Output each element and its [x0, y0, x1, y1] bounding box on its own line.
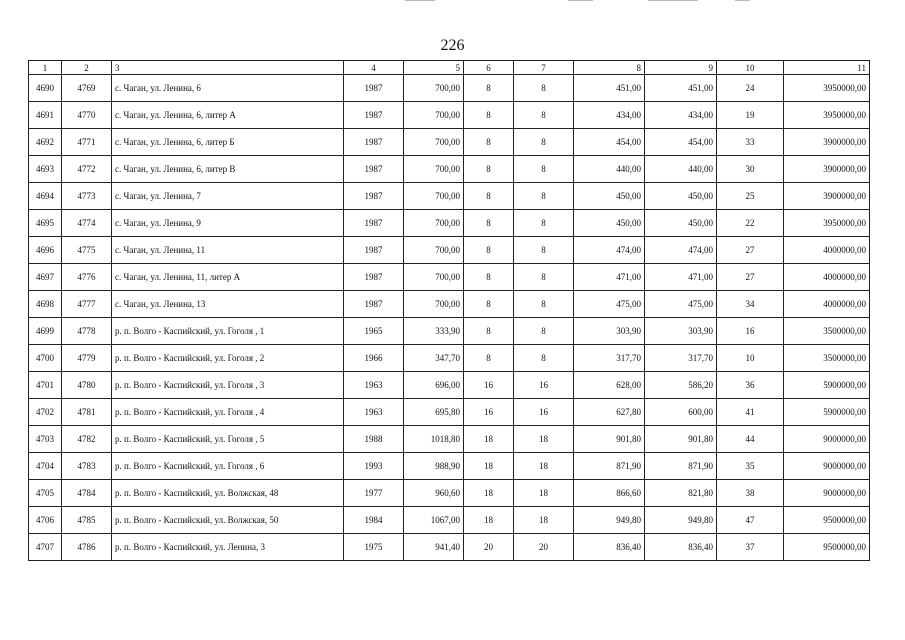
column-header: 4: [344, 61, 404, 75]
table-cell: с. Чаган, ул. Ленина, 6, литер А: [112, 102, 344, 129]
property-table: [28, 60, 870, 561]
table-cell: 4785: [62, 507, 112, 534]
table-row: [29, 156, 870, 183]
table-cell: с. Чаган, ул. Ленина, 7: [112, 183, 344, 210]
table-cell: 4783: [62, 453, 112, 480]
table-cell: 700,00: [404, 291, 464, 318]
table-cell: 450,00: [645, 210, 717, 237]
table-cell: 4697: [29, 264, 62, 291]
table-cell: 440,00: [574, 156, 645, 183]
page-number: 226: [440, 37, 465, 54]
table-cell: 8: [464, 237, 514, 264]
table-cell: 4706: [29, 507, 62, 534]
table-cell: 475,00: [574, 291, 645, 318]
table-cell: 4772: [62, 156, 112, 183]
table-cell: 18: [464, 453, 514, 480]
table-cell: 1987: [344, 291, 404, 318]
table-cell: 18: [464, 480, 514, 507]
table-cell: 4695: [29, 210, 62, 237]
table-cell: 1993: [344, 453, 404, 480]
table-cell: 474,00: [574, 237, 645, 264]
table-cell: р. п. Волго - Каспийский, ул. Гоголя , 6: [112, 453, 344, 480]
table-cell: 333,90: [404, 318, 464, 345]
table-cell: 700,00: [404, 75, 464, 102]
table-cell: с. Чаган, ул. Ленина, 6: [112, 75, 344, 102]
table-cell: 4699: [29, 318, 62, 345]
table-cell: 19: [717, 102, 784, 129]
table-cell: 16: [464, 372, 514, 399]
table-cell: 317,70: [645, 345, 717, 372]
table-cell: 9500000,00: [784, 507, 870, 534]
table-cell: 36: [717, 372, 784, 399]
scan-artifact: [648, 0, 698, 1]
table-cell: 600,00: [645, 399, 717, 426]
table-row: [29, 291, 870, 318]
table-cell: 941,40: [404, 534, 464, 561]
table-cell: 475,00: [645, 291, 717, 318]
scan-artifact: [568, 0, 593, 1]
table-cell: 628,00: [574, 372, 645, 399]
table-cell: 4693: [29, 156, 62, 183]
scan-artifact: [735, 0, 750, 1]
table-cell: 347,70: [404, 345, 464, 372]
table-cell: с. Чаган, ул. Ленина, 11: [112, 237, 344, 264]
table-cell: 30: [717, 156, 784, 183]
table-cell: 4696: [29, 237, 62, 264]
table-cell: 4000000,00: [784, 237, 870, 264]
table-cell: 1966: [344, 345, 404, 372]
table-cell: 18: [514, 453, 574, 480]
table-cell: 1963: [344, 372, 404, 399]
table-cell: 450,00: [645, 183, 717, 210]
table-cell: 836,40: [645, 534, 717, 561]
table-cell: 4780: [62, 372, 112, 399]
table-cell: 10: [717, 345, 784, 372]
table-cell: 4701: [29, 372, 62, 399]
table-cell: 8: [464, 129, 514, 156]
table-cell: 1987: [344, 210, 404, 237]
table-cell: 8: [514, 75, 574, 102]
table-cell: 434,00: [574, 102, 645, 129]
table-cell: 8: [514, 264, 574, 291]
table-cell: 34: [717, 291, 784, 318]
table-cell: 1067,00: [404, 507, 464, 534]
table-cell: 1018,80: [404, 426, 464, 453]
table-row: [29, 183, 870, 210]
table-cell: 8: [464, 156, 514, 183]
table-cell: с. Чаган, ул. Ленина, 6, литер Б: [112, 129, 344, 156]
table-cell: 24: [717, 75, 784, 102]
table-cell: 8: [464, 264, 514, 291]
table-cell: 1965: [344, 318, 404, 345]
table-cell: 4782: [62, 426, 112, 453]
table-cell: 700,00: [404, 237, 464, 264]
table-cell: 960,60: [404, 480, 464, 507]
column-header: 9: [645, 61, 717, 75]
table-cell: 4777: [62, 291, 112, 318]
table-cell: р. п. Волго - Каспийский, ул. Гоголя , 3: [112, 372, 344, 399]
table-row: [29, 507, 870, 534]
table-cell: 303,90: [645, 318, 717, 345]
table-cell: 4705: [29, 480, 62, 507]
table-cell: 37: [717, 534, 784, 561]
table-cell: 949,80: [574, 507, 645, 534]
table-cell: 821,80: [645, 480, 717, 507]
table-cell: 1963: [344, 399, 404, 426]
table-cell: 33: [717, 129, 784, 156]
table-cell: 8: [464, 210, 514, 237]
table-cell: 8: [514, 129, 574, 156]
table-cell: 4776: [62, 264, 112, 291]
table-cell: 696,00: [404, 372, 464, 399]
scan-artifact: [405, 0, 435, 1]
table-cell: 3500000,00: [784, 345, 870, 372]
table-cell: р. п. Волго - Каспийский, ул. Ленина, 3: [112, 534, 344, 561]
table-cell: 8: [464, 345, 514, 372]
table-cell: 454,00: [645, 129, 717, 156]
table-cell: 9000000,00: [784, 426, 870, 453]
header-row: [29, 61, 870, 75]
table-cell: 4774: [62, 210, 112, 237]
table-cell: 3950000,00: [784, 102, 870, 129]
table-cell: 35: [717, 453, 784, 480]
table-cell: 4000000,00: [784, 291, 870, 318]
table-cell: 700,00: [404, 264, 464, 291]
table-cell: с. Чаган, ул. Ленина, 11, литер А: [112, 264, 344, 291]
table-cell: 450,00: [574, 210, 645, 237]
table-cell: 1975: [344, 534, 404, 561]
table-cell: 1987: [344, 237, 404, 264]
column-header: 5: [404, 61, 464, 75]
column-header: 1: [29, 61, 62, 75]
table-row: [29, 129, 870, 156]
table-cell: р. п. Волго - Каспийский, ул. Гоголя , 4: [112, 399, 344, 426]
table-cell: 451,00: [574, 75, 645, 102]
table-cell: 8: [464, 291, 514, 318]
table-cell: 4690: [29, 75, 62, 102]
table-cell: 4691: [29, 102, 62, 129]
table-cell: с. Чаган, ул. Ленина, 6, литер В: [112, 156, 344, 183]
table-cell: 700,00: [404, 102, 464, 129]
table-cell: 1988: [344, 426, 404, 453]
table-cell: 16: [514, 372, 574, 399]
table-cell: 8: [464, 183, 514, 210]
table-cell: 4784: [62, 480, 112, 507]
table-cell: 4781: [62, 399, 112, 426]
table-cell: 4700: [29, 345, 62, 372]
table-cell: 317,70: [574, 345, 645, 372]
table-cell: 4702: [29, 399, 62, 426]
table-cell: 5900000,00: [784, 399, 870, 426]
table-cell: 871,90: [574, 453, 645, 480]
table-row: [29, 426, 870, 453]
table-cell: 4770: [62, 102, 112, 129]
table-cell: 3950000,00: [784, 210, 870, 237]
table-cell: 4778: [62, 318, 112, 345]
table-cell: 47: [717, 507, 784, 534]
table-cell: 1987: [344, 102, 404, 129]
table-cell: 18: [514, 426, 574, 453]
column-header: 7: [514, 61, 574, 75]
table-cell: 16: [717, 318, 784, 345]
table-cell: 4707: [29, 534, 62, 561]
table-cell: 836,40: [574, 534, 645, 561]
table-cell: 8: [514, 291, 574, 318]
table-cell: 8: [464, 318, 514, 345]
table-cell: 450,00: [574, 183, 645, 210]
table-cell: 4773: [62, 183, 112, 210]
table-cell: 3900000,00: [784, 156, 870, 183]
table-cell: 1987: [344, 75, 404, 102]
table-cell: р. п. Волго - Каспийский, ул. Волжская, 48: [112, 480, 344, 507]
table-cell: 586,20: [645, 372, 717, 399]
table-cell: 8: [514, 318, 574, 345]
table-cell: 16: [514, 399, 574, 426]
table-cell: 4769: [62, 75, 112, 102]
table-row: [29, 453, 870, 480]
table-cell: 16: [464, 399, 514, 426]
column-header: 10: [717, 61, 784, 75]
table-cell: 8: [464, 75, 514, 102]
table-row: [29, 237, 870, 264]
table-cell: 4775: [62, 237, 112, 264]
column-header: 11: [784, 61, 870, 75]
table-cell: 901,80: [574, 426, 645, 453]
table-cell: 1987: [344, 129, 404, 156]
table-cell: с. Чаган, ул. Ленина, 13: [112, 291, 344, 318]
table-cell: 4704: [29, 453, 62, 480]
table-cell: 20: [514, 534, 574, 561]
table-cell: 1987: [344, 156, 404, 183]
table-cell: 3500000,00: [784, 318, 870, 345]
table-cell: 18: [514, 507, 574, 534]
table-row: [29, 210, 870, 237]
table-cell: 988,90: [404, 453, 464, 480]
table-cell: р. п. Волго - Каспийский, ул. Гоголя , 1: [112, 318, 344, 345]
table-cell: 627,80: [574, 399, 645, 426]
table-cell: 8: [514, 156, 574, 183]
table-cell: 700,00: [404, 183, 464, 210]
table-cell: 471,00: [574, 264, 645, 291]
table-row: [29, 534, 870, 561]
table-cell: 866,60: [574, 480, 645, 507]
table-cell: 454,00: [574, 129, 645, 156]
table-cell: р. п. Волго - Каспийский, ул. Гоголя , 2: [112, 345, 344, 372]
table-cell: 44: [717, 426, 784, 453]
table-cell: 1977: [344, 480, 404, 507]
table-cell: 18: [464, 507, 514, 534]
table-cell: 4771: [62, 129, 112, 156]
table-cell: 700,00: [404, 129, 464, 156]
table-cell: 303,90: [574, 318, 645, 345]
table-cell: 18: [464, 426, 514, 453]
table-cell: 38: [717, 480, 784, 507]
table-row: [29, 345, 870, 372]
table-cell: 8: [514, 183, 574, 210]
table-row: [29, 480, 870, 507]
table-cell: 4698: [29, 291, 62, 318]
table-row: [29, 264, 870, 291]
column-header: 6: [464, 61, 514, 75]
table-cell: 22: [717, 210, 784, 237]
table-cell: 871,90: [645, 453, 717, 480]
table-cell: 3950000,00: [784, 75, 870, 102]
table-cell: 8: [464, 102, 514, 129]
table-cell: 18: [514, 480, 574, 507]
table-cell: 9000000,00: [784, 480, 870, 507]
table-row: [29, 318, 870, 345]
column-header: 8: [574, 61, 645, 75]
table-cell: 4692: [29, 129, 62, 156]
table-row: [29, 372, 870, 399]
table-cell: 4786: [62, 534, 112, 561]
table-cell: 27: [717, 237, 784, 264]
table-cell: р. п. Волго - Каспийский, ул. Волжская, 50: [112, 507, 344, 534]
column-header: 2: [62, 61, 112, 75]
table-cell: 434,00: [645, 102, 717, 129]
table-cell: 695,80: [404, 399, 464, 426]
table-cell: 1987: [344, 264, 404, 291]
table-cell: 9000000,00: [784, 453, 870, 480]
table-cell: 4000000,00: [784, 264, 870, 291]
table-cell: 20: [464, 534, 514, 561]
table-cell: с. Чаган, ул. Ленина, 9: [112, 210, 344, 237]
table-cell: 3900000,00: [784, 183, 870, 210]
column-header: 3: [112, 61, 344, 75]
table-cell: 440,00: [645, 156, 717, 183]
table-cell: 3900000,00: [784, 129, 870, 156]
table-cell: 4703: [29, 426, 62, 453]
table-cell: 471,00: [645, 264, 717, 291]
table-cell: 8: [514, 210, 574, 237]
table-cell: 1984: [344, 507, 404, 534]
table-cell: 949,80: [645, 507, 717, 534]
table-cell: 700,00: [404, 156, 464, 183]
table-cell: 8: [514, 237, 574, 264]
table-cell: 8: [514, 345, 574, 372]
table-cell: 8: [514, 102, 574, 129]
table-cell: 27: [717, 264, 784, 291]
table-cell: 700,00: [404, 210, 464, 237]
table-cell: 25: [717, 183, 784, 210]
table-cell: 9500000,00: [784, 534, 870, 561]
table-body: [29, 75, 870, 561]
table-row: [29, 75, 870, 102]
table-cell: 4779: [62, 345, 112, 372]
table-row: [29, 102, 870, 129]
table-cell: 451,00: [645, 75, 717, 102]
table-cell: 474,00: [645, 237, 717, 264]
table-cell: 5900000,00: [784, 372, 870, 399]
table-cell: р. п. Волго - Каспийский, ул. Гоголя , 5: [112, 426, 344, 453]
table-cell: 1987: [344, 183, 404, 210]
table-row: [29, 399, 870, 426]
table-cell: 4694: [29, 183, 62, 210]
table-cell: 41: [717, 399, 784, 426]
table-cell: 901,80: [645, 426, 717, 453]
